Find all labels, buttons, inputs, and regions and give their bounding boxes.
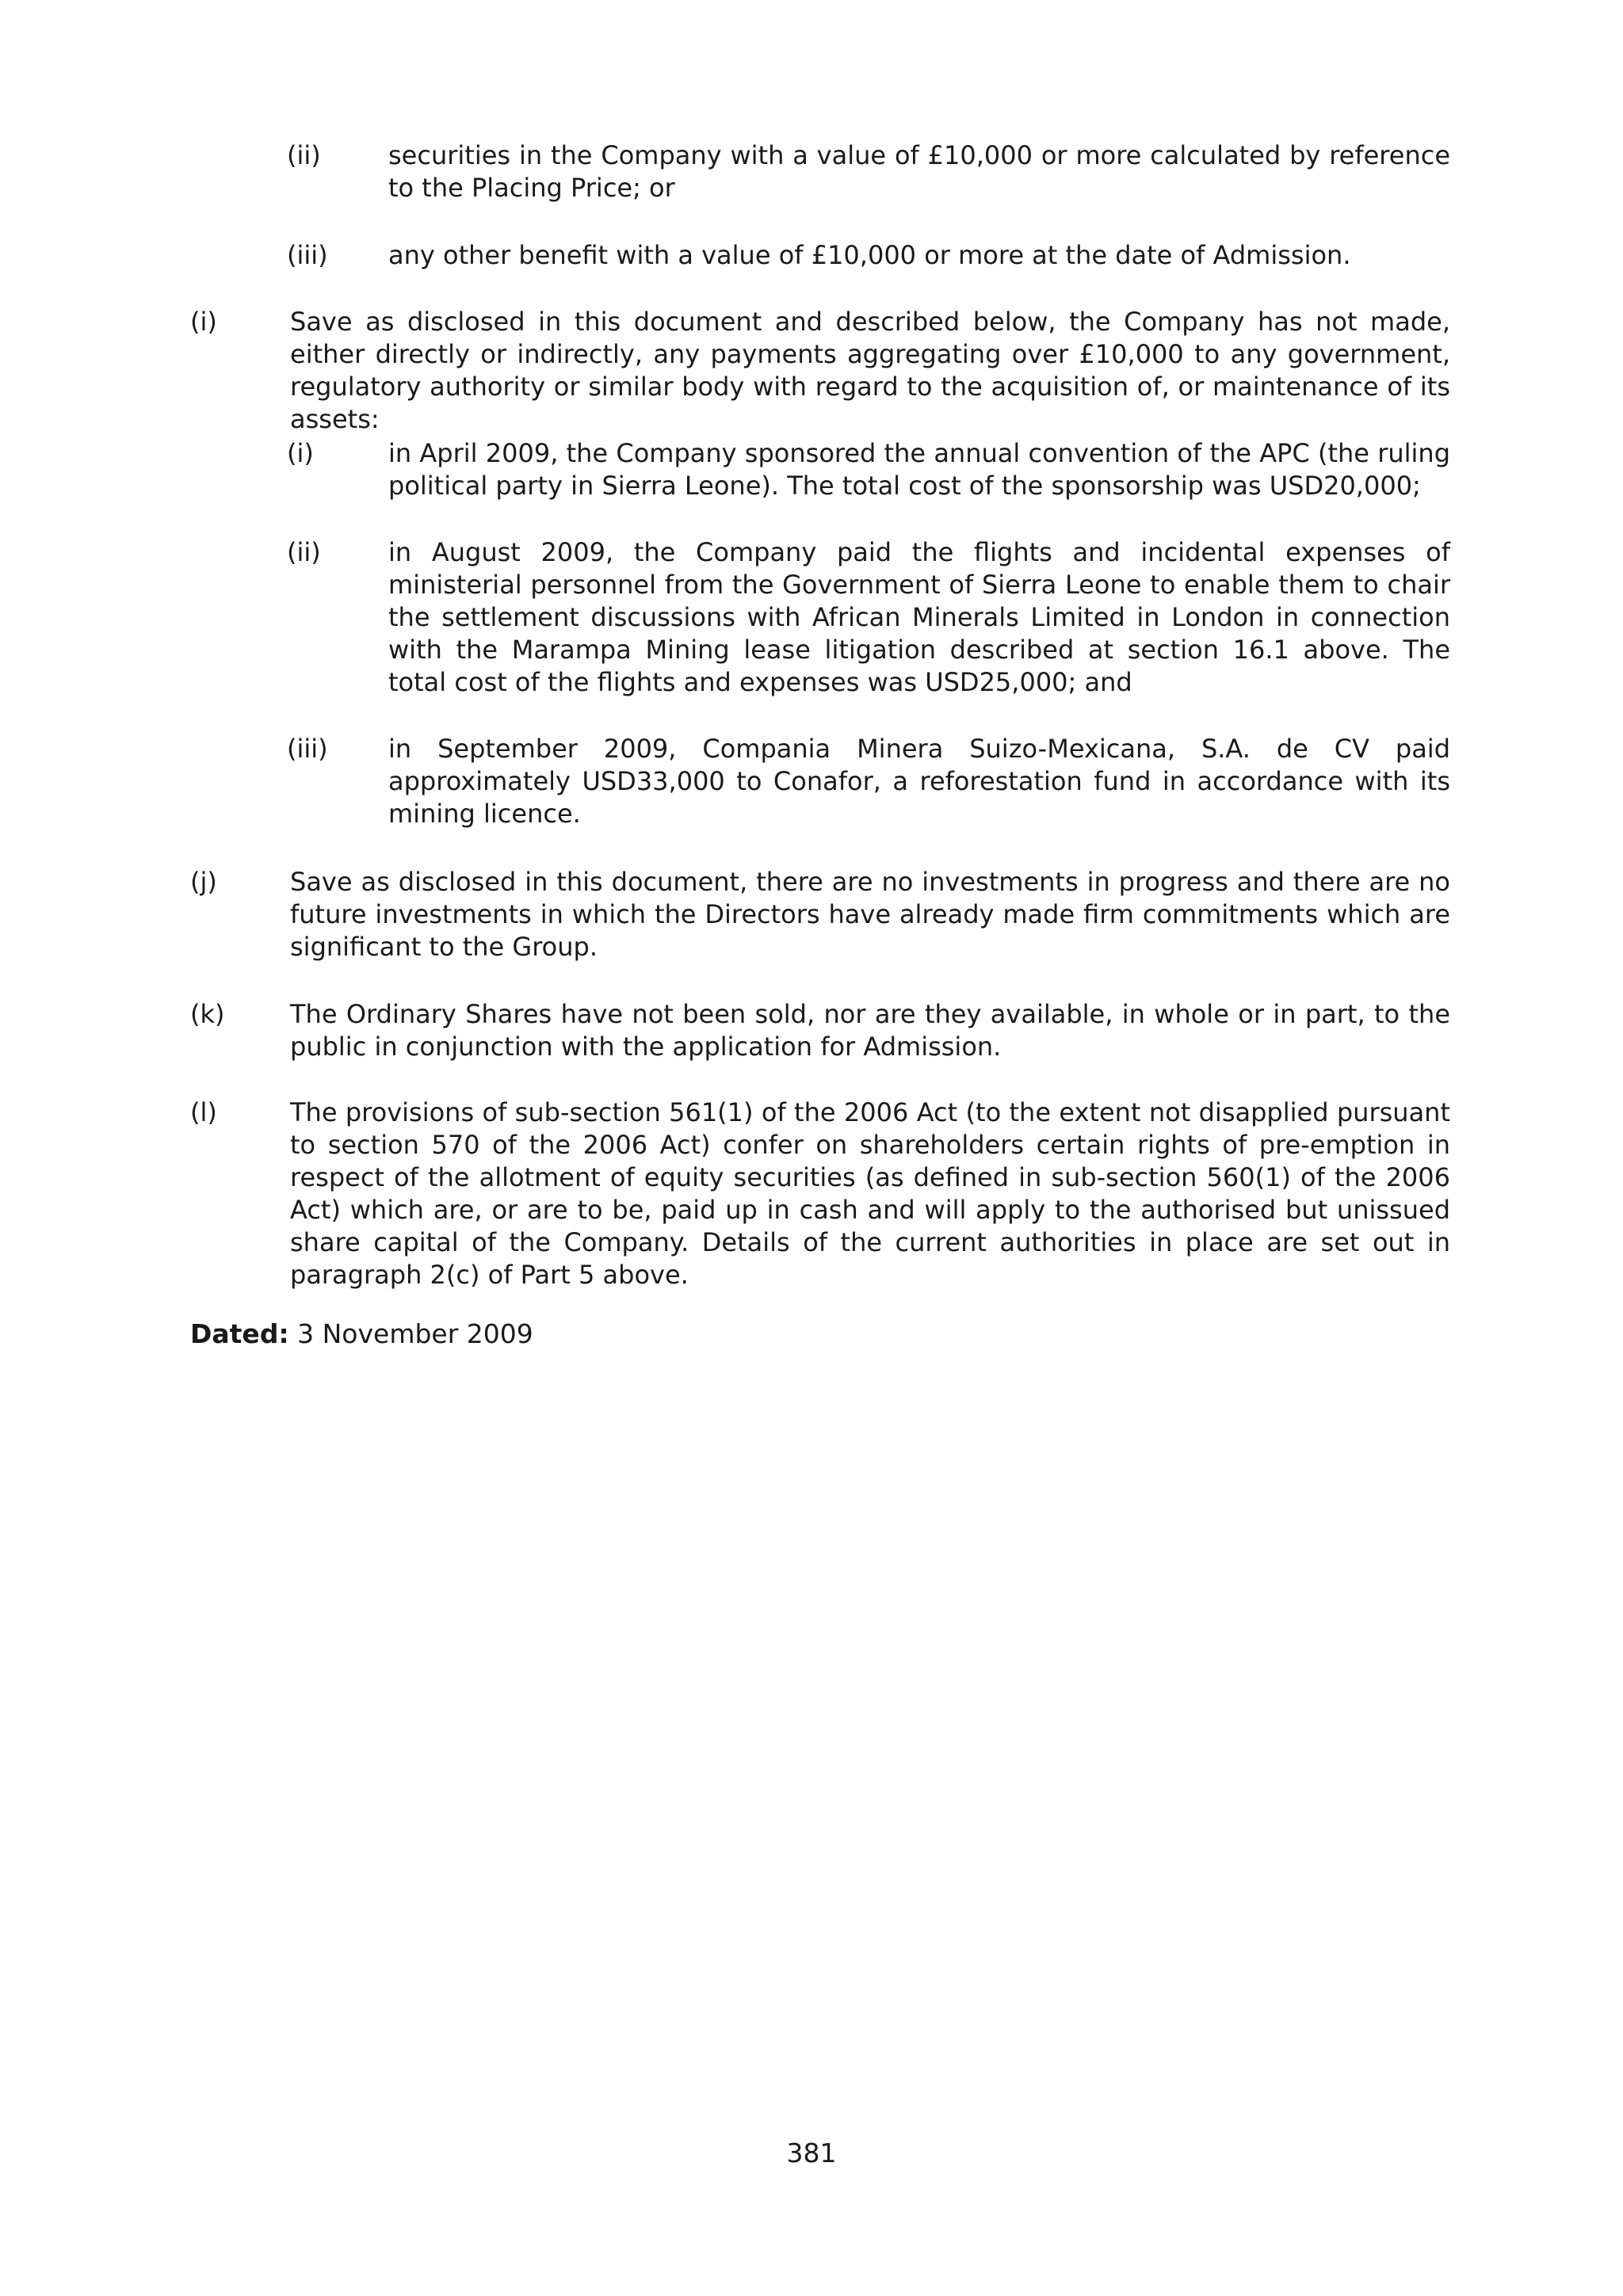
- dated-value: 3 November 2009: [297, 1318, 533, 1349]
- item-label: (k): [190, 999, 225, 1029]
- item-text: in April 2009, the Company sponsored the annual convention of the APC (the ruling political party in Sierra Leone). The total cost of the sponsorship was USD20,000;: [388, 438, 1450, 501]
- item-label: (iii): [287, 240, 328, 270]
- item-text: securities in the Company with a value of £10,000 or more calculated by reference to the Placing Price; or: [388, 140, 1450, 203]
- dated-line: [190, 1318, 533, 1350]
- item-label: (i): [287, 438, 314, 468]
- item-text: Save as disclosed in this document, there are no investments in progress and there are no future investments in which the Directors have already made firm commitments which are significant to the Group.: [290, 867, 1450, 962]
- item-label: (iii): [287, 734, 328, 764]
- item-text: in August 2009, the Company paid the flights and incidental expenses of ministerial personnel from the Government of Sierra Leone to enable them to chair the settlement discussions with African Minerals Limited in London in connection with the Marampa Mining lease litigation described at section 16.1 above. The total cost of the flights and expenses was USD25,000; and: [388, 537, 1450, 697]
- item-label: (i): [190, 307, 217, 337]
- dated-label: Dated:: [190, 1318, 289, 1349]
- page-number: 381: [786, 2138, 837, 2168]
- item-label: (ii): [287, 537, 321, 567]
- item-text: Save as disclosed in this document and described below, the Company has not made, either directly or indirectly, any payments aggregating over £10,000 to any government, regulatory authority or similar body with regard to the acquisition of, or maintenance of its assets:: [290, 307, 1450, 434]
- item-text: in September 2009, Compania Minera Suizo-Mexicana, S.A. de CV paid approximately USD33,000 to Conafor, a reforestation fund in accordance with its mining licence.: [388, 734, 1450, 829]
- item-text: The provisions of sub-section 561(1) of the 2006 Act (to the extent not disapplied pursuant to section 570 of the 2006 Act) confer on shareholders certain rights of pre-emption in respect of the allotment of equity securities (as defined in sub-section 560(1) of the 2006 Act) which are, or are to be, paid up in cash and will apply to the authorised but unissued share capital of the Company. Details of the current authorities in place are set out in paragraph 2(c) of Part 5 above.: [290, 1097, 1450, 1290]
- item-label: (ii): [287, 140, 321, 170]
- item-label: (l): [190, 1097, 217, 1127]
- item-text: The Ordinary Shares have not been sold, nor are they available, in whole or in part, to the public in conjunction with the application for Admission.: [290, 999, 1450, 1062]
- item-text: any other benefit with a value of £10,000 or more at the date of Admission.: [388, 240, 1351, 270]
- item-label: (j): [190, 867, 217, 897]
